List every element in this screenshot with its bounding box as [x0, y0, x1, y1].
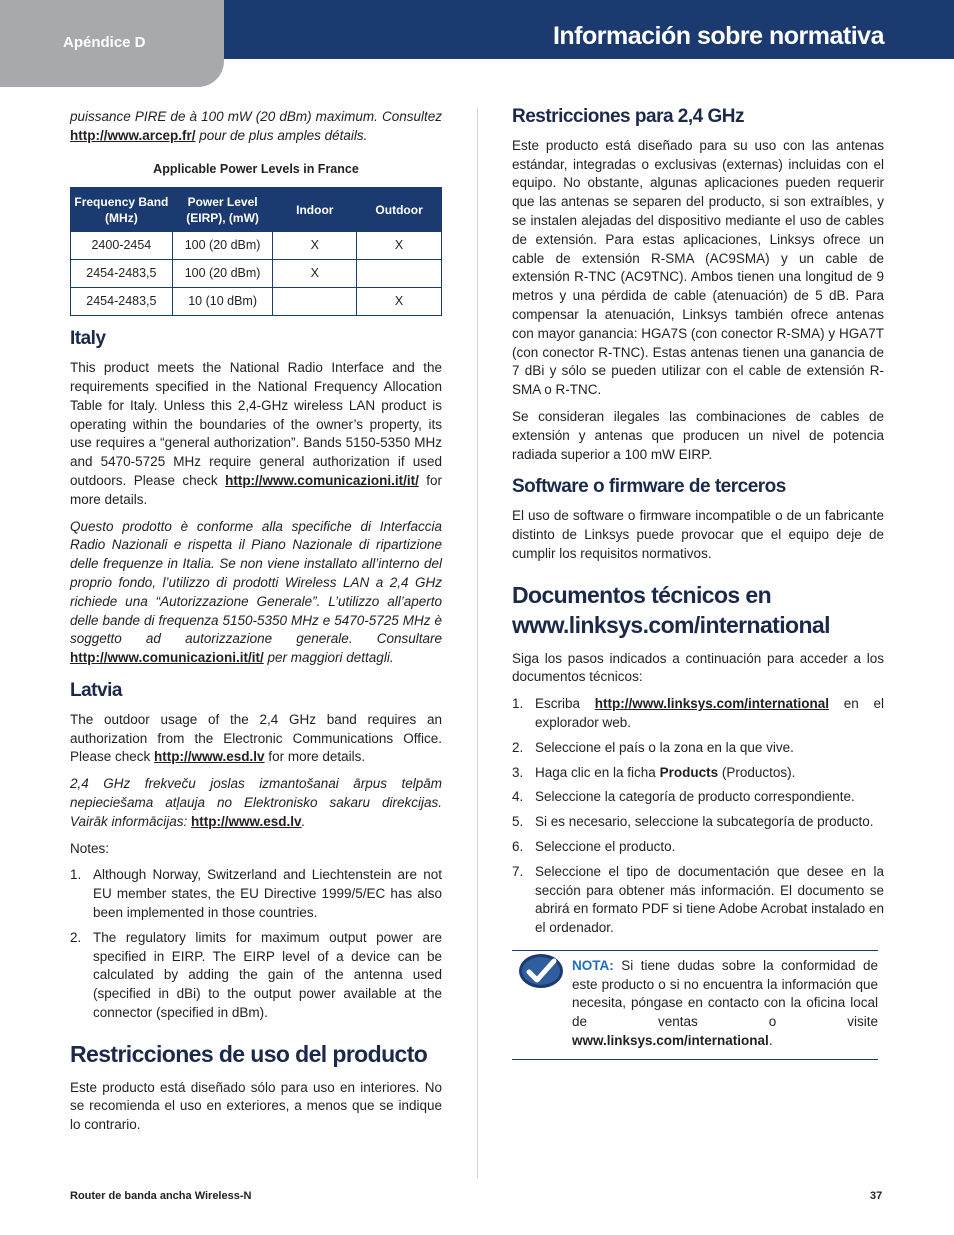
- table-header-row: [71, 188, 442, 232]
- latvia-paragraph-en: [70, 711, 442, 767]
- ghz-paragraph-2: Se consideran ilegales las combinaciones de cables de extensión y antenas que producen un nivel de potencia radiada superior a 100 mW EIRP.: [512, 408, 884, 462]
- note-url: www.linksys.com/international: [572, 1033, 769, 1049]
- footer-product: Router de banda ancha Wireless-N: [70, 1190, 252, 1202]
- list-text: Haga clic en la ficha: [535, 764, 660, 780]
- list-text: Seleccione el tipo de documentación que desee en la sección para obtener más información. El documento se abrirá en formato PDF si tiene Adobe Acrobat instalado en el ordenador.: [535, 863, 884, 936]
- table-row: [71, 232, 442, 260]
- table-cell: 2400-2454: [71, 232, 173, 260]
- section-tab: [0, 0, 224, 87]
- table-header-cell: Frequency Band (MHz): [71, 188, 173, 232]
- restrictions-heading: Restricciones de uso del producto: [70, 1040, 428, 1067]
- table-header-cell: Indoor: [273, 188, 357, 232]
- list-item: [512, 739, 884, 758]
- intro-paragraph: [70, 108, 442, 146]
- table-cell: 10 (10 dBm): [172, 288, 273, 316]
- list-text: Si es necesario, seleccione la subcategoría de producto.: [535, 814, 874, 830]
- list-number: 2.: [70, 929, 82, 945]
- list-text: The regulatory limits for maximum output power are specified in EIRP. The EIRP level of a device can be calculated by adding the gain of the antenna used (specified in dBi) to the output power available at the connector (specified in dBm).: [93, 929, 442, 1020]
- table-cell: [357, 260, 442, 288]
- notes-list: [70, 866, 442, 1022]
- table-cell: 100 (20 dBm): [172, 232, 273, 260]
- intro-tail: pour de plus amples détails.: [195, 127, 368, 143]
- table-cell: X: [273, 232, 357, 260]
- list-number: 3.: [512, 764, 524, 780]
- latvia-text-en: The outdoor usage of the 2,4 GHz band requires an authorization from the Electronic Communications Office. Please check: [70, 711, 442, 765]
- note-body: Si tiene dudas sobre la conformidad de este producto o si no encuentra la información que necesita, póngase en contacto con la oficina local de ventas o visite: [572, 957, 878, 1030]
- list-item: [512, 838, 884, 857]
- section-label: Apéndice D: [63, 34, 146, 51]
- power-levels-table: [70, 187, 442, 316]
- intro-text: puissance PIRE de à 100 mW (20 dBm) maximum. Consultez: [70, 109, 442, 124]
- ghz-heading: Restricciones para 2,4 GHz: [512, 106, 744, 127]
- latvia-tail-lv: .: [301, 813, 306, 829]
- docs-heading: [512, 580, 884, 640]
- docs-intro: Siga los pasos indicados a continuación para acceder a los documentos técnicos:: [512, 650, 884, 685]
- page-title: Información sobre normativa: [552, 22, 884, 50]
- table-cell: 2454-2483,5: [71, 260, 173, 288]
- list-item: [512, 788, 884, 807]
- list-number: 7.: [512, 863, 524, 879]
- table-title: Applicable Power Levels in France: [153, 161, 359, 176]
- italy-paragraph-en: [70, 359, 442, 509]
- list-text: Seleccione el producto.: [535, 838, 676, 854]
- list-number: 6.: [512, 838, 524, 854]
- checkmark-icon: [518, 953, 564, 989]
- table-header-cell: Outdoor: [357, 188, 442, 232]
- list-number: 2.: [512, 739, 524, 755]
- right-column: [512, 108, 884, 1060]
- esd-link[interactable]: http://www.esd.lv: [154, 749, 265, 765]
- italy-text-it: Questo prodotto è conforme alla specifiche di Interfaccia Radio Nazionali e rispetta il Piano Nazionale di ripartizione delle frequenze in Italia. Se non viene installato all’interno del proprio fondo, l’utilizzo di prodotti Wireless LAN a 2,4 GHz richiede una “Autorizzazione Generale”. L’utilizzo all’aperto delle bande di frequenza 5150-5350 MHz e 5470-5725 MHz è soggetto ad autorizzazione generale. Consultare: [70, 518, 442, 647]
- restrictions-paragraph: Este producto está diseñado sólo para uso en interiores. No se recomienda el uso en exteriores, a menos que se indique lo contrario.: [70, 1079, 442, 1133]
- left-column: [70, 108, 442, 1143]
- list-text: Seleccione la categoría de producto correspondiente.: [535, 789, 855, 805]
- italy-tail-it: per maggiori dettagli.: [263, 650, 394, 666]
- table-cell: [273, 288, 357, 316]
- note-tail: .: [768, 1033, 773, 1049]
- list-number: 5.: [512, 814, 524, 830]
- latvia-text-lv: 2,4 GHz frekveču joslas izmantošanai ārpus telpām nepieciešama atļauja no Elektronisko sakaru direkcijas. Vairāk informācijas:: [70, 776, 442, 829]
- list-number: 4.: [512, 789, 524, 805]
- table-row: [71, 288, 442, 316]
- latvia-paragraph-lv: [70, 775, 442, 831]
- list-text: Seleccione el país o la zona en la que vive.: [535, 739, 794, 755]
- list-text-tail: (Productos).: [718, 764, 796, 780]
- column-divider: [477, 108, 478, 1178]
- list-item: [70, 929, 442, 1023]
- list-item: [70, 866, 442, 922]
- table-cell: X: [273, 260, 357, 288]
- notes-label: Notes:: [70, 840, 110, 856]
- latvia-tail-en: for more details.: [264, 749, 366, 765]
- list-item: [512, 813, 884, 832]
- comunicazioni-link-it[interactable]: http://www.comunicazioni.it/it/: [70, 650, 264, 666]
- list-text: Although Norway, Switzerland and Liechtenstein are not EU member states, the EU Directive 1999/5/EC has also been implemented in those countries.: [93, 867, 442, 920]
- list-item: [512, 863, 884, 938]
- table-cell: X: [357, 288, 442, 316]
- software-heading: Software o firmware de terceros: [512, 476, 786, 498]
- list-bold: Products: [659, 764, 719, 780]
- software-paragraph: El uso de software o firmware incompatible o de un fabricante distinto de Linksys puede provocar que el equipo deje de cumplir los requisitos normativos.: [512, 508, 884, 561]
- ghz-paragraph-1: Este producto está diseñado para su uso con las antenas estándar, integradas o exclusivas (externas) incluidas con el equipo. No obstante, algunas aplicaciones pueden requerir que las antenas se separen del producto, si son extraíbles, y se instalen alejadas del dispositivo mediante el uso de cables de extensión. Para estas aplicaciones, Linksys ofrece un cable de extensión R-SMA (AC9SMA) y un cable de extensión R-TNC (AC9TNC). Ambos tienen una longitud de 9 metros y una pérdida de cable (atenuación) de 5 dB. Para compensar la atenuación, Linksys también ofrece antenas con mayor ganancia: HGA7S (con conector R-SMA) y HGA7T (con conector R-TNC). Estas antenas tienen una ganancia de 7 dBi y sólo se pueden utilizar con el cable de extensión R-SMA o R-TNC.: [512, 137, 884, 398]
- table-row: [71, 260, 442, 288]
- table-header-cell: Power Level (EIRP), (mW): [172, 188, 273, 232]
- linksys-international-link[interactable]: http://www.linksys.com/international: [594, 696, 830, 712]
- italy-tail-en: for more details.: [70, 472, 442, 507]
- arcep-link[interactable]: http://www.arcep.fr/: [70, 127, 196, 143]
- docs-heading-line1: Documentos técnicos en: [512, 581, 772, 608]
- list-text: Escriba: [535, 696, 595, 712]
- list-item: [512, 764, 884, 783]
- steps-list: [512, 695, 884, 938]
- note-label: NOTA:: [572, 957, 614, 973]
- table-cell: 100 (20 dBm): [172, 260, 273, 288]
- docs-heading-line2: www.linksys.com/international: [512, 611, 830, 638]
- list-number: 1.: [512, 696, 524, 712]
- italy-paragraph-it: [70, 518, 442, 668]
- italy-heading: Italy: [70, 328, 106, 350]
- esd-link-lv[interactable]: http://www.esd.lv: [191, 813, 302, 829]
- note-text: [572, 957, 878, 1051]
- comunicazioni-link[interactable]: http://www.comunicazioni.it/it/: [225, 472, 419, 488]
- table-cell: X: [357, 232, 442, 260]
- latvia-heading: Latvia: [70, 679, 122, 701]
- list-number: 1.: [70, 867, 82, 883]
- list-text-tail: en el explorador web.: [535, 696, 884, 730]
- italy-text-en: This product meets the National Radio Interface and the requirements specified in the National Frequency Allocation Table for Italy. Unless this 2,4-GHz wireless LAN product is operating within the boundaries of the owner’s property, its use requires a “general authorization”. Bands 5150-5350 MHz and 5470-5725 MHz require general authorization if used outdoors. Please check: [70, 360, 442, 488]
- table-cell: 2454-2483,5: [71, 288, 173, 316]
- page-number: 37: [870, 1190, 883, 1202]
- header-bar: [224, 0, 954, 59]
- note-box: [512, 950, 878, 1060]
- list-item: [512, 695, 884, 733]
